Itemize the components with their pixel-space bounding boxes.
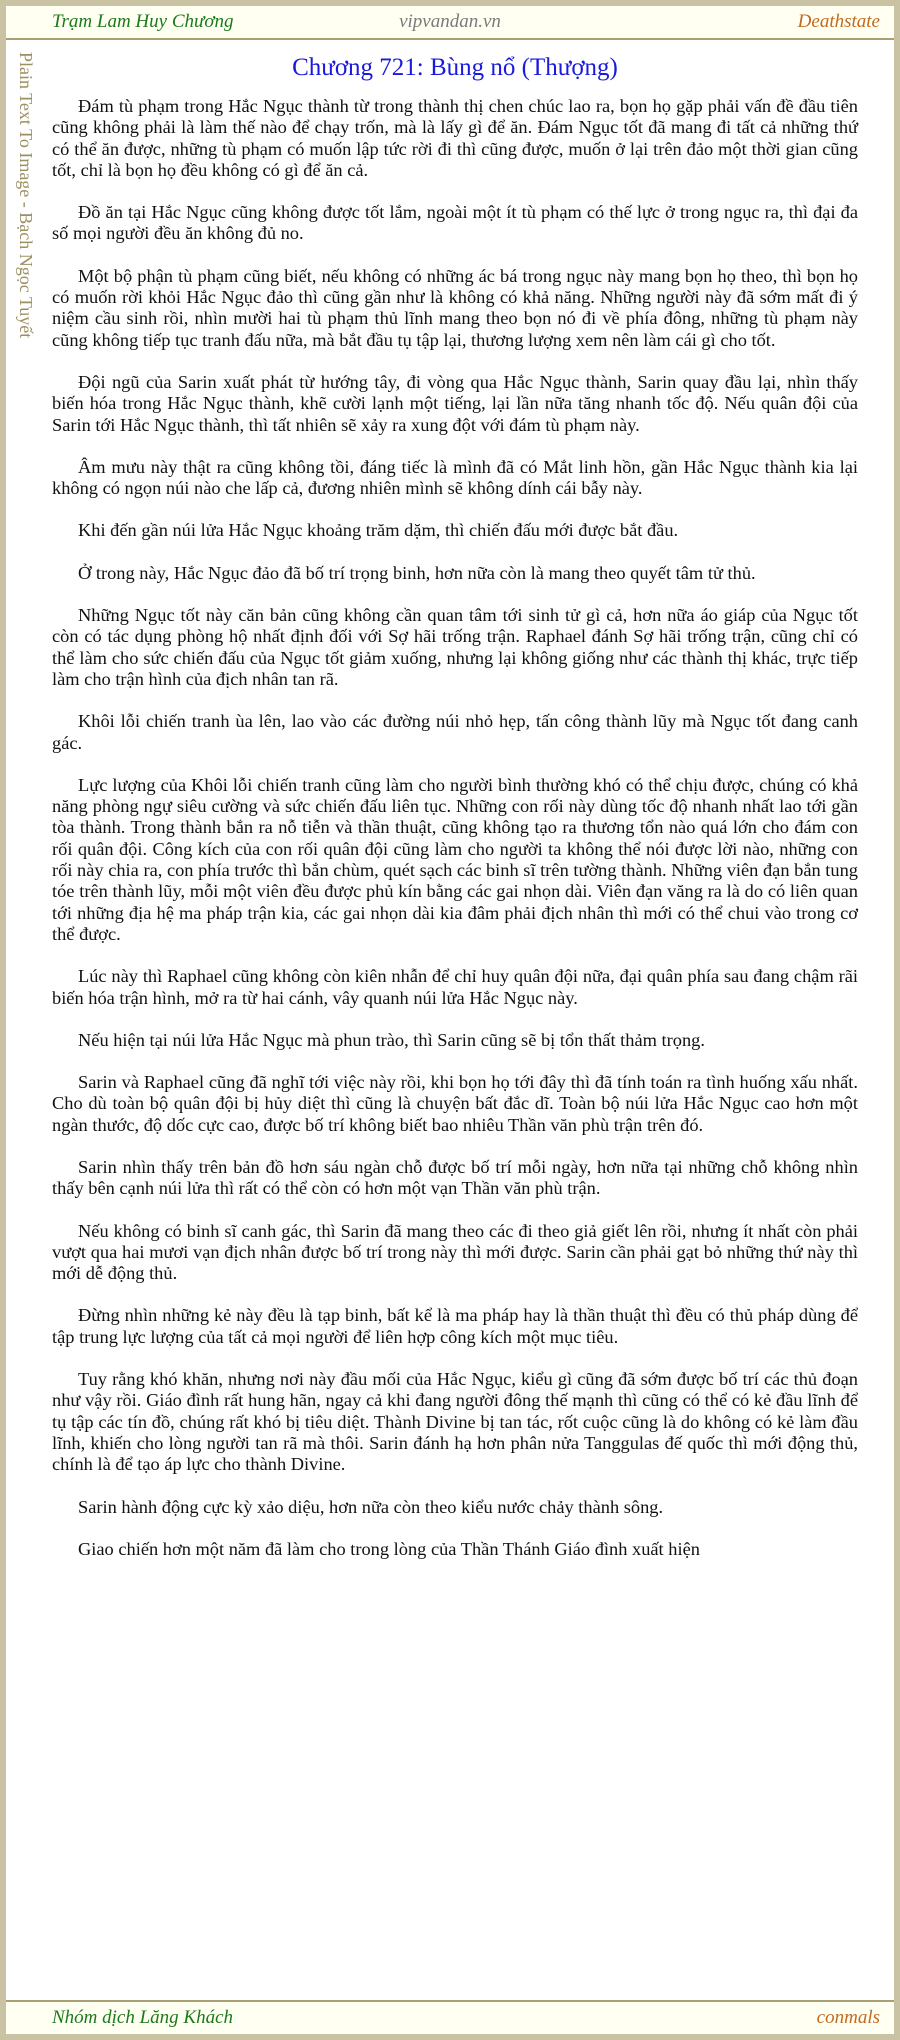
- paragraph: Nếu không có binh sĩ canh gác, thì Sarin đã mang theo các đi theo giả giết lên rồi, nhưng ít nhất còn phải vượt qua hai mươi vạn địch nhân được bố trí trong này thì mới được. Sarin cần phải gạt bỏ những thứ này thì mới dễ động thủ.: [52, 1220, 858, 1284]
- page: [6, 6, 894, 2034]
- paragraph: Sarin hành động cực kỳ xảo diệu, hơn nữa còn theo kiểu nước chảy thành sông.: [78, 1496, 664, 1517]
- paragraph: Sarin và Raphael cũng đã nghĩ tới việc này rồi, khi bọn họ tới đây thì đã tính toán ra tình huống xấu nhất. Cho dù toàn bộ quân đội bị hủy diệt thì cũng là chuyện bất đắc dĩ. Toàn bộ núi lửa Hắc Ngục cao hơn một ngàn thước, độ dốc cực cao, được bố trí không biết bao nhiêu Thần văn phù trận trên đó.: [52, 1072, 858, 1135]
- paragraph: Đừng nhìn những kẻ này đều là tạp binh, bất kể là ma pháp hay là thần thuật thì đều có thủ pháp dùng để tập trung lực lượng của tất cả mọi người để liên hợp công kích một mục tiêu.: [52, 1305, 858, 1347]
- chapter-title: Chương 721: Bùng nổ (Thượng): [292, 54, 618, 81]
- paragraph: Lực lượng của Khôi lỗi chiến tranh cũng làm cho người bình thường khó có thể chịu được, chúng có khả năng phòng ngự siêu cường và sức chiến đấu liên tục. Những con rối này dùng tốc độ nhanh nhất lao tới gần tòa thành. Trong thành bắn ra nỗ tiễn và thần thuật, cũng không tạo ra thương tổn nào quá lớn cho đám con rối quân đội. Công kích của con rối quân đội cũng làm cho người ta không thể nói được lời nào, những con rối này chia ra, con phía trước thì bắn chùm, quét sạch các binh sĩ trên tường thành. Những viên đạn bắn tung tóe trên thành lũy, mỗi một viên đều được phủ kín bằng các gai nhọn dài. Viên đạn văng ra là do có liên quan tới những địa hệ ma pháp trận kia, các gai nhọn dài kia đâm phải địch nhân thì mới có thể chui vào trong cơ thể được.: [52, 774, 858, 944]
- paragraph: Đội ngũ của Sarin xuất phát từ hướng tây, đi vòng qua Hắc Ngục thành, Sarin quay đầu lại, nhìn thấy biến hóa trong Hắc Ngục thành, khẽ cười lạnh một tiếng, lại lần nữa tăng nhanh tốc độ. Nếu quân đội của Sarin tới Hắc Ngục thành, thì tất nhiên sẽ xảy ra xung đột với đám tù phạm này.: [52, 371, 858, 435]
- paragraph: Những Ngục tốt này căn bản cũng không cần quan tâm tới sinh tử gì cả, hơn nữa áo giáp của Ngục tốt còn có tác dụng phòng hộ nhất định đối với Sợ hãi trống trận. Raphael đánh Sợ hãi trống trận, cũng chỉ có thể làm cho sức chiến đấu của Ngục tốt giảm xuống, nhưng lại không giống như các thành thị khác, trực tiếp làm cho trận hình của địch nhân tan rã.: [52, 605, 858, 689]
- header-uploader: Deathstate: [797, 11, 880, 32]
- paragraph: Đồ ăn tại Hắc Ngục cũng không được tốt lắm, ngoài một ít tù phạm có thế lực ở trong ngục ra, thì đại đa số mọi người đều ăn không đủ no.: [52, 202, 858, 244]
- paragraph: Tuy rằng khó khăn, nhưng nơi này đầu mối của Hắc Ngục, kiểu gì cũng đã sớm được bố trí các thủ đoạn như vậy rồi. Giáo đình rất hung hãn, ngay cả khi đang người đông thế mạnh thì cũng có thể có kẻ đầu lĩnh để tụ tập các tín đồ, chúng rất khó bị tiêu diệt. Thành Divine bị tan tác, rốt cuộc cũng là do không có kẻ làm đầu lĩnh, khiến cho lòng người tan rã mà thôi. Sarin đánh hạ hơn phân nửa Tanggulas đế quốc thì mới động thủ, chính là để tạo áp lực cho thành Divine.: [52, 1369, 858, 1475]
- paragraph: Lúc này thì Raphael cũng không còn kiên nhẫn để chỉ huy quân đội nữa, đại quân phía sau đang chậm rãi biến hóa trận hình, mở ra từ hai cánh, vây quanh núi lửa Hắc Ngục này.: [52, 966, 858, 1008]
- paragraph: Khi đến gần núi lửa Hắc Ngục khoảng trăm dặm, thì chiến đấu mới được bắt đầu.: [78, 520, 679, 541]
- paragraph: Khôi lỗi chiến tranh ùa lên, lao vào các đường núi nhỏ hẹp, tấn công thành lũy mà Ngục tốt đang canh gác.: [52, 711, 858, 753]
- page-footer: [6, 2000, 894, 2034]
- paragraph: Sarin nhìn thấy trên bản đồ hơn sáu ngàn chỗ được bố trí mỗi ngày, hơn nữa tại những chỗ không nhìn thấy bên cạnh núi lửa thì rất có thể còn có hơn một vạn Thần văn phù trận.: [52, 1156, 858, 1199]
- paragraph: Âm mưu này thật ra cũng không tồi, đáng tiếc là mình đã có Mắt linh hồn, gần Hắc Ngục thành kia lại không có ngọn núi nào che lấp cả, đương nhiên mình sẽ không dính cái bẫy này.: [52, 456, 858, 499]
- page-header: [6, 6, 894, 40]
- paragraph: Nếu hiện tại núi lửa Hắc Ngục mà phun trào, thì Sarin cũng sẽ bị tổn thất thảm trọng.: [78, 1029, 705, 1050]
- footer-translator: Nhóm dịch Lăng Khách: [52, 2007, 234, 2028]
- paragraph: Đám tù phạm trong Hắc Ngục thành từ trong thành thị chen chúc lao ra, bọn họ gặp phải vấn đề đầu tiên cũng không phải là làm thế nào để chạy trốn, mà là lấy gì để ăn. Đám Ngục tốt đã mang đi tất cả những thứ có thể ăn được, những tù phạm có muốn lập tức rời đi thì cũng được, muốn ở lại trên đảo một thời gian cũng tốt, chỉ là bọn họ đều không có gì để ăn cả.: [52, 96, 858, 180]
- paragraph: Ở trong này, Hắc Ngục đảo đã bố trí trọng binh, hơn nữa còn là mang theo quyết tâm tử thủ.: [78, 562, 756, 583]
- header-author: Trạm Lam Huy Chương: [52, 11, 234, 32]
- paragraph: Giao chiến hơn một năm đã làm cho trong lòng của Thần Thánh Giáo đình xuất hiện: [78, 1538, 700, 1559]
- paragraph: Một bộ phận tù phạm cũng biết, nếu không có những ác bá trong ngục này mang bọn họ theo, thì bọn họ có muốn rời khỏi Hắc Ngục đảo thì cũng gần như là không có khả năng. Những người này đã sớm mất đi ý niệm cầu sinh rồi, nhìn mười hai tù phạm thủ lĩnh mang theo bọn nó đi về phía đông, những tù phạm này cũng không tiếp tục tranh đấu nữa, mà bắt đầu tụ tập lại, thương lượng xem nên làm cái gì cho tốt.: [52, 265, 858, 350]
- side-watermark: Plain Text To Image - Bạch Ngọc Tuyết: [16, 52, 36, 339]
- footer-editor: conmals: [816, 2007, 880, 2028]
- chapter-content: [52, 50, 858, 1581]
- header-site: vipvandan.vn: [399, 11, 501, 32]
